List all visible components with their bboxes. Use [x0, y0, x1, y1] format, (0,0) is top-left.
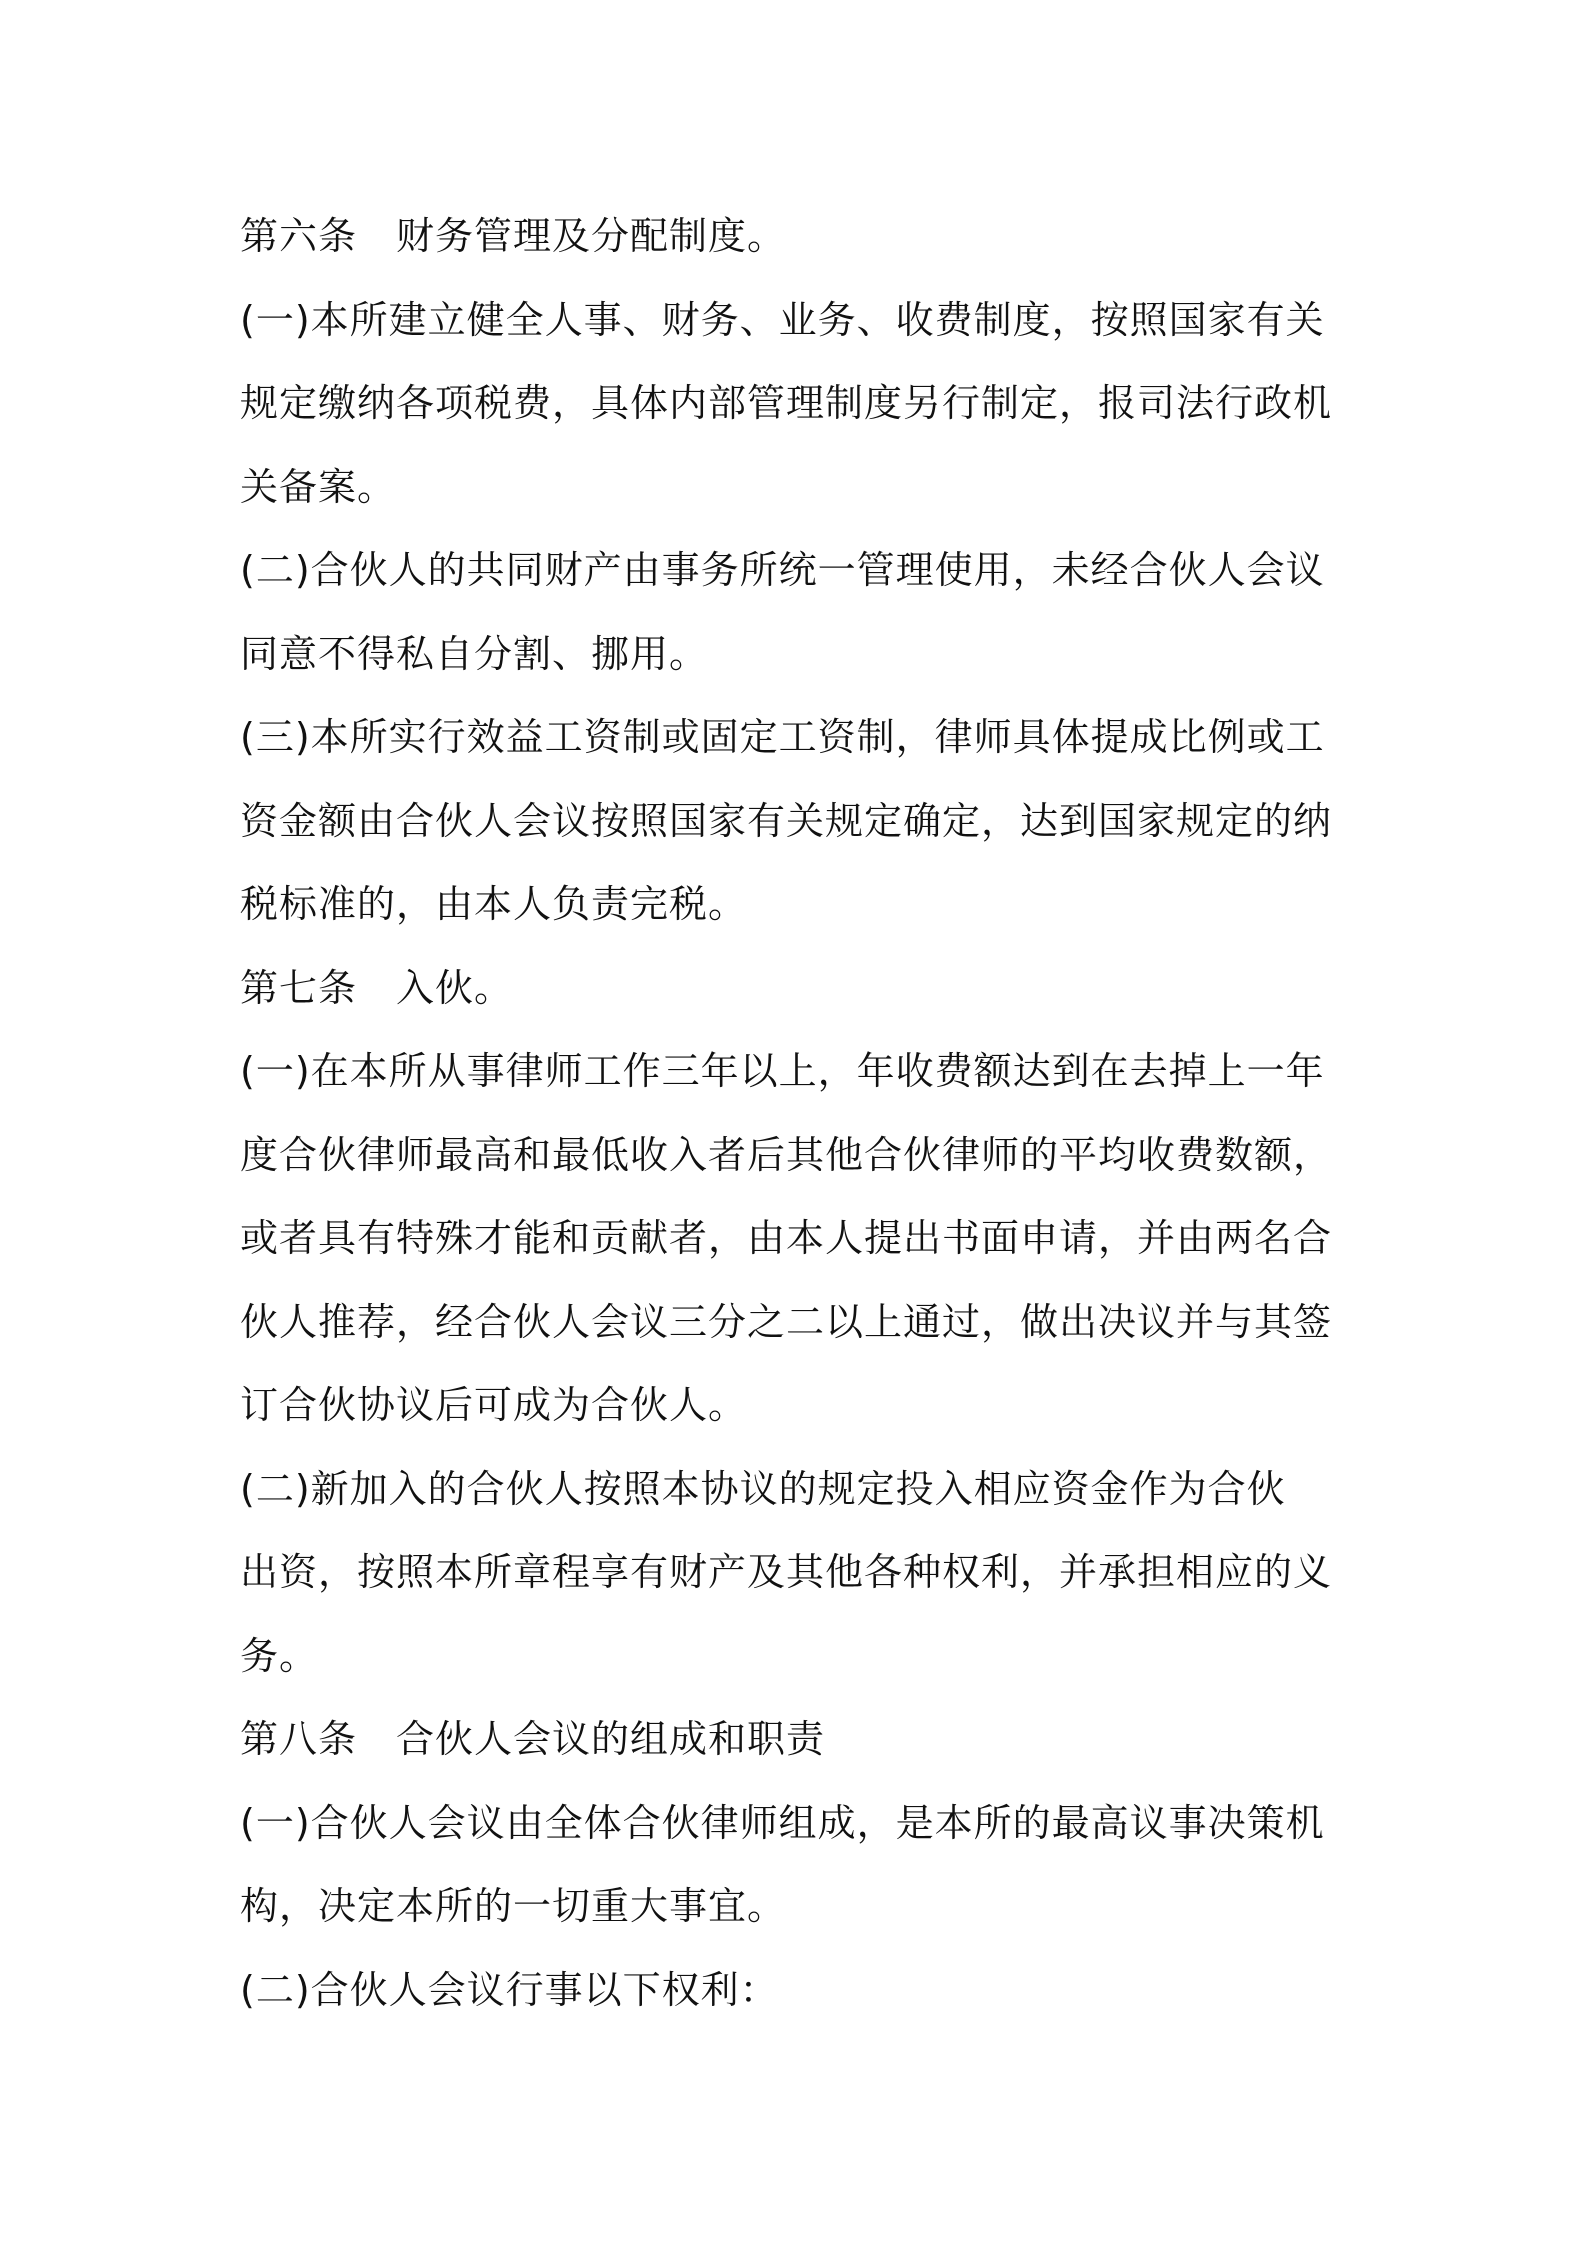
text-line: (三)本所实行效益工资制或固定工资制，律师具体提成比例或工 [240, 715, 1325, 759]
text-line: (一)本所建立健全人事、财务、业务、收费制度，按照国家有关 [240, 297, 1325, 342]
text-line: (二)新加入的合伙人按照本协议的规定投入相应资金作为合伙 [240, 1466, 1286, 1511]
text-line: 规定缴纳各项税费，具体内部管理制度另行制定，报司法行政机 [240, 381, 1333, 425]
document-body [240, 195, 1360, 2032]
text-line: (二)合伙人会议行事以下权利： [240, 1967, 779, 2012]
text-line: 资金额由合伙人会议按照国家有关规定确定，达到国家规定的纳 [240, 798, 1333, 843]
text-line: 度合伙律师最高和最低收入者后其他合伙律师的平均收费数额， [240, 1132, 1333, 1177]
text-line: 构，决定本所的一切重大事宜。 [240, 1884, 787, 1928]
text-line: 出资，按照本所章程享有财产及其他各种权利，并承担相应的义 [240, 1550, 1333, 1594]
text-line: 伙人推荐，经合伙人会议三分之二以上通过，做出决议并与其签 [240, 1299, 1333, 1344]
article-7-heading: 第七条 入伙。 [240, 965, 514, 1010]
text-line: 或者具有特殊才能和贡献者，由本人提出书面申请，并由两名合 [240, 1216, 1333, 1260]
text-line: 税标准的，由本人负责完税。 [240, 882, 748, 926]
text-line: (二)合伙人的共同财产由事务所统一管理使用，未经合伙人会议 [240, 548, 1325, 592]
text-line: 务。 [240, 1633, 319, 1678]
text-line: 订合伙协议后可成为合伙人。 [240, 1383, 748, 1427]
article-8-heading: 第八条 合伙人会议的组成和职责 [240, 1717, 826, 1761]
text-line: 关备案。 [240, 464, 397, 509]
text-line: (一)在本所从事律师工作三年以上，年收费额达到在去掉上一年 [240, 1049, 1325, 1093]
text-line: 同意不得私自分割、挪用。 [240, 631, 709, 676]
text-line: (一)合伙人会议由全体合伙律师组成，是本所的最高议事决策机 [240, 1800, 1325, 1845]
article-6-heading: 第六条 财务管理及分配制度。 [240, 214, 787, 258]
